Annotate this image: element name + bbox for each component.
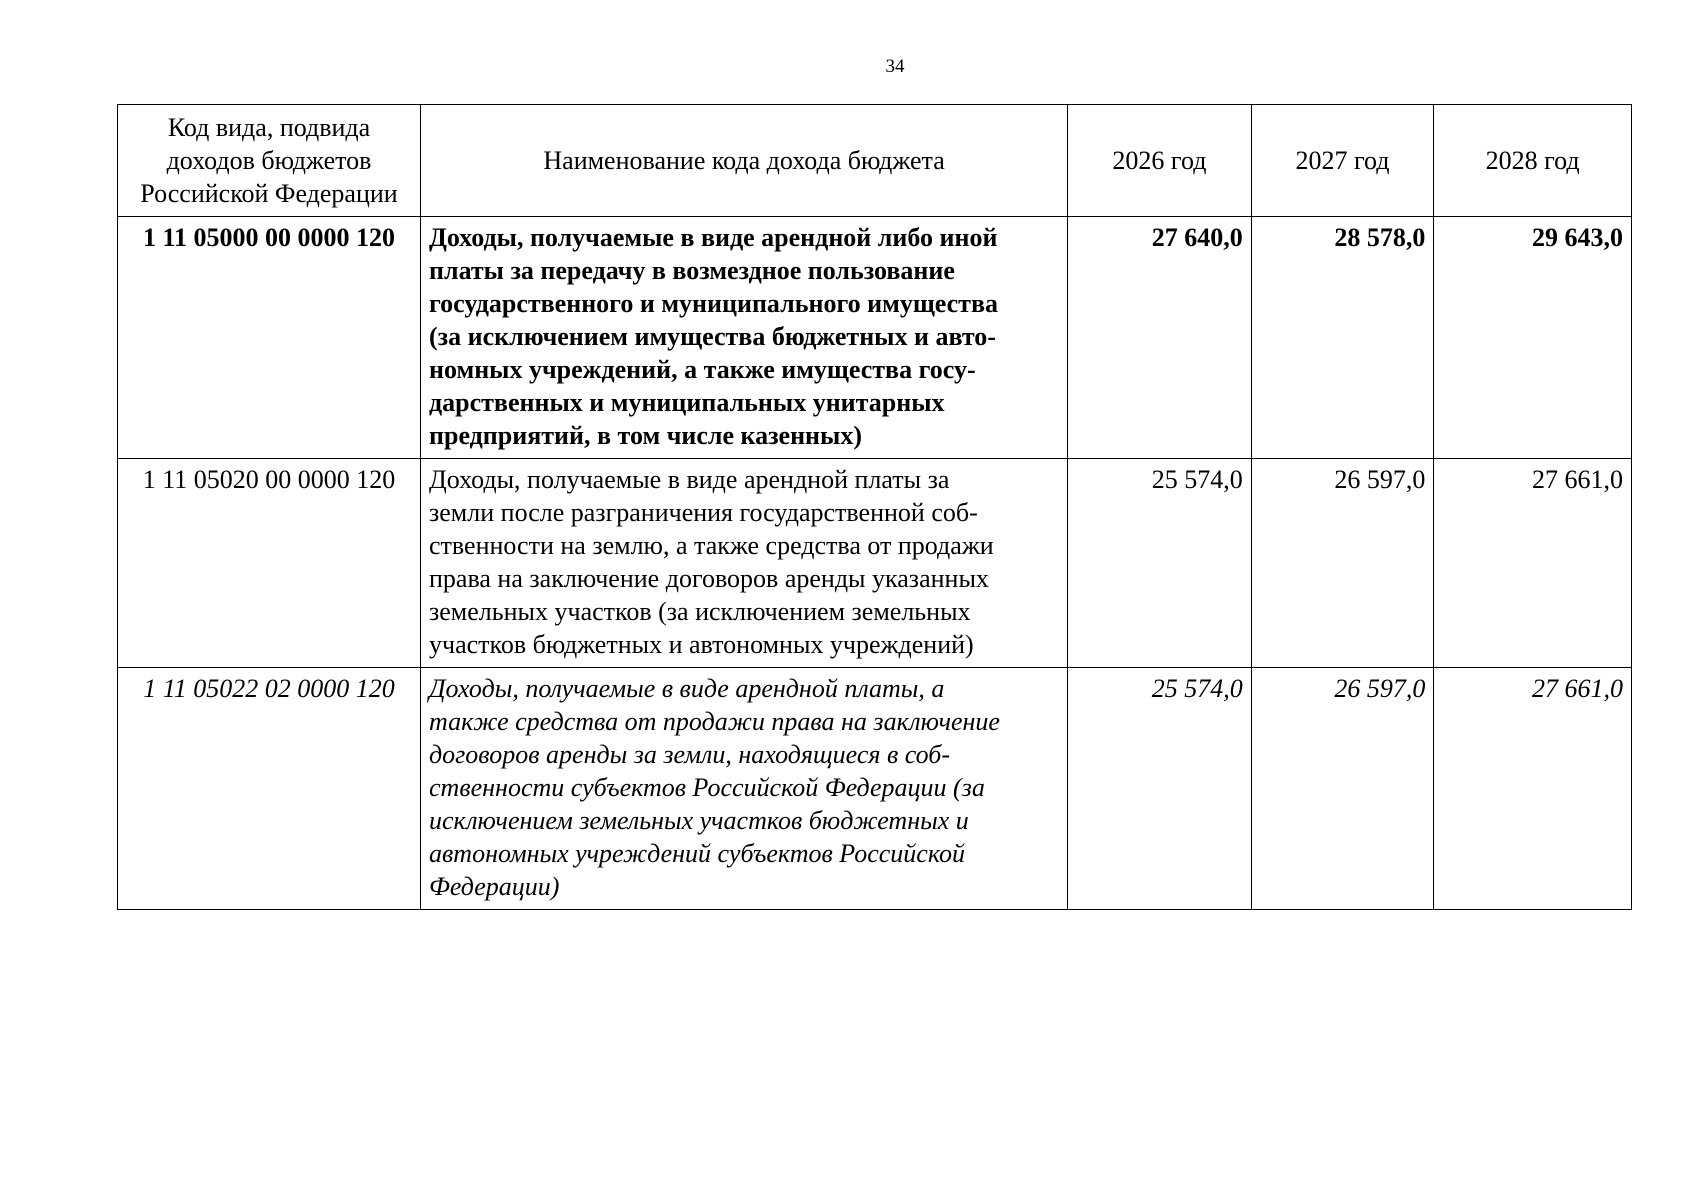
row-value-2027: 26 597,0 — [1251, 668, 1434, 910]
header-2028: 2028 год — [1434, 105, 1632, 217]
page-number: 34 — [885, 56, 905, 77]
row-code: 1 11 05022 02 0000 120 — [118, 668, 421, 910]
header-name: Наименование кода дохода бюджета — [421, 105, 1068, 217]
row-value-2026: 27 640,0 — [1068, 217, 1252, 459]
header-code: Код вида, подвида доходов бюджетов Российской Федерации — [118, 105, 421, 217]
row-value-2028: 27 661,0 — [1434, 668, 1632, 910]
header-2026: 2026 год — [1068, 105, 1252, 217]
table-row — [118, 668, 1632, 910]
row-value-2026: 25 574,0 — [1068, 459, 1252, 668]
row-name: Доходы, получаемые в виде арендной либо иной платы за передачу в возмездное пользование государственного и муниципального имущества (за исключением имущества бюджетных и авто- номных учреждений, а также имущества госу- дарственных и муниципальных унитарных предприятий, в том числе казенных) — [421, 217, 1068, 459]
row-value-2027: 26 597,0 — [1251, 459, 1434, 668]
row-name: Доходы, получаемые в виде арендной платы за земли после разграничения государственной соб- ственности на землю, а также средства от продажи права на заключение договоров аренды указанных земельных участков (за исключением земельных участков бюджетных и автономных учреждений) — [421, 459, 1068, 668]
table-row — [118, 217, 1632, 459]
row-value-2027: 28 578,0 — [1251, 217, 1434, 459]
row-code: 1 11 05000 00 0000 120 — [118, 217, 421, 459]
row-value-2026: 25 574,0 — [1068, 668, 1252, 910]
row-name: Доходы, получаемые в виде арендной платы, а также средства от продажи права на заключение договоров аренды за земли, находящиеся в соб- ственности субъектов Российской Федерации (за исключением земельных участков бюджетных и автономных учреждений субъектов Российской Федерации) — [421, 668, 1068, 910]
header-2027: 2027 год — [1251, 105, 1434, 217]
row-code: 1 11 05020 00 0000 120 — [118, 459, 421, 668]
budget-revenue-table — [117, 104, 1632, 910]
row-value-2028: 29 643,0 — [1434, 217, 1632, 459]
table-header-row — [118, 105, 1632, 217]
table-row — [118, 459, 1632, 668]
row-value-2028: 27 661,0 — [1434, 459, 1632, 668]
